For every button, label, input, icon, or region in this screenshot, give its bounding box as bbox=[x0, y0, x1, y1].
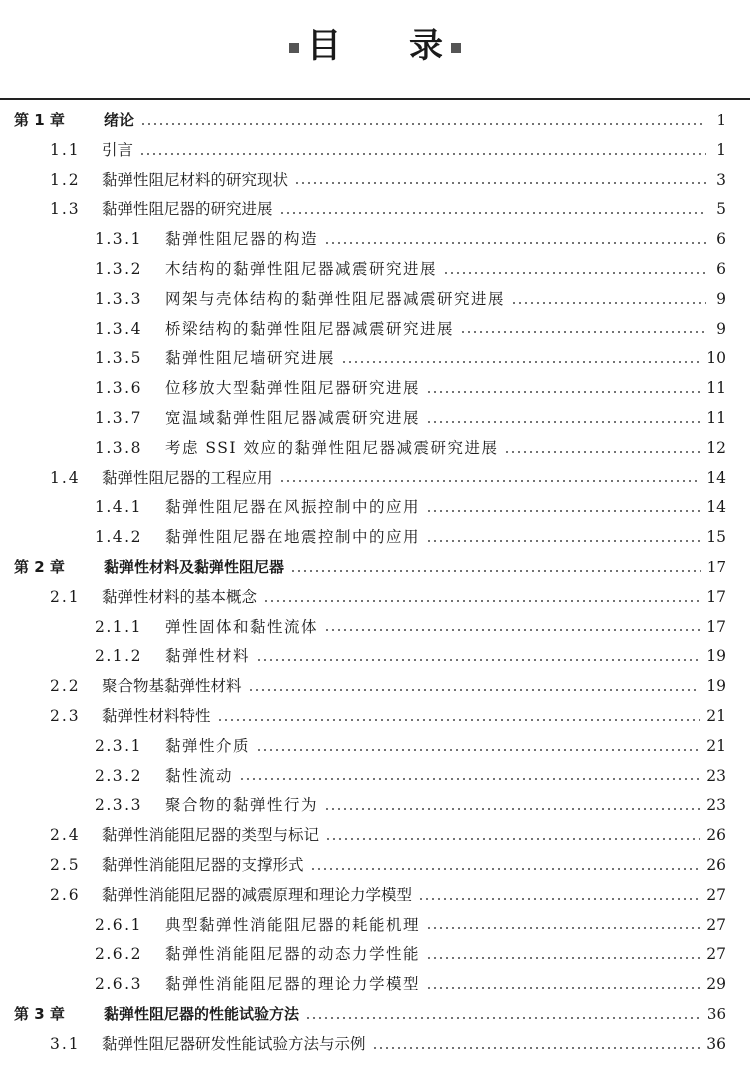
toc-page-number: 36 bbox=[706, 1034, 726, 1053]
toc-section-row[interactable] bbox=[0, 851, 750, 881]
toc-dot-leader bbox=[263, 600, 700, 602]
toc-entry-title: 黏弹性材料及黏弹性阻尼器 bbox=[104, 557, 285, 576]
toc-section-row[interactable] bbox=[0, 583, 750, 613]
toc-page-number: 6 bbox=[716, 230, 726, 249]
toc-entry-number: 1.2 bbox=[50, 170, 81, 189]
toc-subsection-row[interactable] bbox=[0, 285, 750, 315]
toc-dot-leader bbox=[460, 331, 706, 333]
toc-page-number: 19 bbox=[706, 647, 726, 666]
toc-entry-number: 第 2 章 bbox=[14, 557, 65, 576]
toc-page-number: 27 bbox=[706, 915, 726, 934]
toc-section-row[interactable] bbox=[0, 166, 750, 196]
toc-entry-number: 1.3 bbox=[50, 200, 81, 219]
toc-dot-leader bbox=[325, 838, 700, 840]
toc-entry-title: 黏弹性阻尼材料的研究现状 bbox=[102, 170, 289, 189]
toc-subsection-row[interactable] bbox=[0, 732, 750, 762]
toc-dot-leader bbox=[426, 987, 700, 989]
toc-dot-leader bbox=[511, 302, 706, 304]
toc-entry-title: 黏弹性消能阻尼器的动态力学性能 bbox=[165, 945, 421, 964]
toc-page-number: 15 bbox=[706, 528, 726, 547]
toc-section-row[interactable] bbox=[0, 1030, 750, 1060]
toc-subsection-row[interactable] bbox=[0, 940, 750, 970]
toc-page-number: 12 bbox=[706, 438, 726, 457]
toc-entry-number: 1.3.3 bbox=[95, 289, 142, 308]
page-title-text: 目 录 bbox=[307, 26, 443, 66]
toc-entry-number: 1.3.6 bbox=[95, 379, 142, 398]
toc-chapter-row[interactable] bbox=[0, 106, 750, 136]
toc-entry-title: 黏弹性阻尼器研发性能试验方法与示例 bbox=[102, 1034, 366, 1053]
toc-entry-number: 3.1 bbox=[50, 1034, 81, 1053]
toc-dot-leader bbox=[443, 272, 706, 274]
table-of-contents bbox=[0, 106, 750, 1060]
toc-dot-leader bbox=[324, 808, 700, 810]
title-square-right bbox=[451, 43, 461, 53]
page-title bbox=[0, 18, 750, 67]
toc-dot-leader bbox=[279, 212, 706, 214]
toc-entry-number: 1.3.1 bbox=[95, 230, 142, 249]
toc-page-number: 14 bbox=[706, 468, 726, 487]
toc-entry-title: 木结构的黏弹性阻尼器减震研究进展 bbox=[165, 259, 438, 278]
toc-page-number: 26 bbox=[706, 855, 726, 874]
toc-entry-title: 网架与壳体结构的黏弹性阻尼器减震研究进展 bbox=[165, 289, 506, 308]
toc-subsection-row[interactable] bbox=[0, 315, 750, 345]
toc-page-number: 27 bbox=[706, 885, 726, 904]
toc-entry-number: 1.1 bbox=[50, 140, 81, 159]
toc-entry-title: 黏弹性阻尼器在风振控制中的应用 bbox=[165, 498, 421, 517]
toc-entry-title: 聚合物基黏弹性材料 bbox=[102, 677, 242, 696]
toc-page-number: 5 bbox=[716, 200, 726, 219]
toc-entry-number: 1.3.7 bbox=[95, 408, 142, 427]
toc-page-number: 19 bbox=[706, 677, 726, 696]
toc-subsection-row[interactable] bbox=[0, 791, 750, 821]
toc-subsection-row[interactable] bbox=[0, 255, 750, 285]
toc-entry-title: 黏弹性消能阻尼器的理论力学模型 bbox=[165, 975, 421, 994]
toc-entry-number: 1.3.2 bbox=[95, 259, 142, 278]
toc-entry-title: 黏弹性阻尼器在地震控制中的应用 bbox=[165, 528, 421, 547]
toc-entry-number: 第 3 章 bbox=[14, 1004, 65, 1023]
toc-subsection-row[interactable] bbox=[0, 970, 750, 1000]
toc-entry-title: 宽温域黏弹性阻尼器减震研究进展 bbox=[165, 408, 421, 427]
toc-page-number: 29 bbox=[706, 975, 726, 994]
toc-dot-leader bbox=[324, 629, 700, 631]
toc-chapter-row[interactable] bbox=[0, 1000, 750, 1030]
toc-page-number: 17 bbox=[706, 617, 726, 636]
toc-page-number: 6 bbox=[716, 259, 726, 278]
toc-entry-title: 黏弹性材料的基本概念 bbox=[102, 587, 258, 606]
toc-dot-leader bbox=[140, 123, 706, 125]
toc-entry-title: 黏弹性消能阻尼器的减震原理和理论力学模型 bbox=[102, 885, 413, 904]
toc-entry-number: 2.6 bbox=[50, 885, 81, 904]
toc-page-number: 17 bbox=[706, 557, 726, 576]
title-square-left bbox=[289, 43, 299, 53]
toc-dot-leader bbox=[418, 898, 700, 900]
toc-entry-number: 2.3.2 bbox=[95, 766, 142, 785]
toc-entry-title: 绪论 bbox=[104, 111, 135, 129]
toc-entry-title: 黏弹性阻尼器的研究进展 bbox=[102, 200, 273, 219]
toc-entry-title: 黏弹性阻尼墙研究进展 bbox=[165, 349, 336, 368]
toc-entry-title: 聚合物的黏弹性行为 bbox=[165, 796, 319, 815]
toc-dot-leader bbox=[341, 361, 700, 363]
toc-subsection-row[interactable] bbox=[0, 911, 750, 941]
toc-dot-leader bbox=[248, 689, 701, 691]
toc-page-number: 14 bbox=[706, 498, 726, 517]
toc-entry-title: 黏弹性消能阻尼器的支撑形式 bbox=[102, 855, 304, 874]
toc-subsection-row[interactable] bbox=[0, 523, 750, 553]
toc-subsection-row[interactable] bbox=[0, 642, 750, 672]
toc-subsection-row[interactable] bbox=[0, 613, 750, 643]
toc-subsection-row[interactable] bbox=[0, 493, 750, 523]
toc-page-number: 21 bbox=[706, 736, 726, 755]
toc-page-number: 9 bbox=[716, 289, 726, 308]
toc-entry-number: 2.3.1 bbox=[95, 736, 142, 755]
toc-page-number: 17 bbox=[706, 587, 726, 606]
toc-dot-leader bbox=[256, 659, 700, 661]
toc-subsection-row[interactable] bbox=[0, 225, 750, 255]
toc-entry-title: 黏弹性消能阻尼器的类型与标记 bbox=[102, 826, 320, 845]
toc-entry-number: 2.5 bbox=[50, 855, 81, 874]
toc-entry-number: 2.4 bbox=[50, 826, 81, 845]
toc-dot-leader bbox=[426, 421, 700, 423]
toc-entry-number: 1.4 bbox=[50, 468, 81, 487]
toc-entry-number: 2.1.2 bbox=[95, 647, 142, 666]
toc-entry-title: 黏弹性阻尼器的工程应用 bbox=[102, 468, 273, 487]
toc-page-number: 26 bbox=[706, 826, 726, 845]
toc-entry-title: 桥梁结构的黏弹性阻尼器减震研究进展 bbox=[165, 319, 455, 338]
toc-dot-leader bbox=[217, 719, 701, 721]
toc-dot-leader bbox=[290, 570, 701, 572]
toc-dot-leader bbox=[426, 927, 700, 929]
toc-entry-number: 2.6.1 bbox=[95, 915, 142, 934]
toc-entry-number: 第 1 章 bbox=[14, 111, 65, 129]
toc-dot-leader bbox=[426, 510, 700, 512]
toc-entry-number: 2.6.3 bbox=[95, 975, 142, 994]
toc-page-number: 1 bbox=[716, 111, 726, 129]
toc-dot-leader bbox=[139, 153, 706, 155]
toc-entry-title: 引言 bbox=[102, 140, 134, 159]
toc-page-number: 10 bbox=[706, 349, 726, 368]
toc-entry-number: 2.1.1 bbox=[95, 617, 142, 636]
toc-entry-title: 黏弹性介质 bbox=[165, 736, 251, 755]
toc-chapter-row[interactable] bbox=[0, 553, 750, 583]
toc-page-number: 11 bbox=[706, 408, 726, 427]
toc-dot-leader bbox=[426, 540, 700, 542]
toc-section-row[interactable] bbox=[0, 672, 750, 702]
toc-subsection-row[interactable] bbox=[0, 404, 750, 434]
toc-dot-leader bbox=[310, 868, 701, 870]
toc-entry-title: 位移放大型黏弹性阻尼器研究进展 bbox=[165, 379, 421, 398]
toc-dot-leader bbox=[239, 778, 700, 780]
toc-page-number: 36 bbox=[706, 1004, 726, 1023]
toc-section-row[interactable] bbox=[0, 702, 750, 732]
toc-subsection-row[interactable] bbox=[0, 374, 750, 404]
toc-page-number: 21 bbox=[706, 706, 726, 725]
toc-page-number: 27 bbox=[706, 945, 726, 964]
toc-entry-number: 2.2 bbox=[50, 677, 81, 696]
toc-entry-number: 2.1 bbox=[50, 587, 81, 606]
toc-section-row[interactable] bbox=[0, 821, 750, 851]
toc-section-row[interactable] bbox=[0, 136, 750, 166]
toc-dot-leader bbox=[426, 957, 700, 959]
toc-dot-leader bbox=[504, 451, 700, 453]
toc-entry-number: 1.4.1 bbox=[95, 498, 142, 517]
toc-dot-leader bbox=[256, 749, 700, 751]
toc-entry-number: 2.6.2 bbox=[95, 945, 142, 964]
toc-entry-number: 1.4.2 bbox=[95, 528, 142, 547]
toc-dot-leader bbox=[305, 1017, 701, 1019]
toc-subsection-row[interactable] bbox=[0, 762, 750, 792]
toc-page-number: 9 bbox=[716, 319, 726, 338]
toc-entry-number: 2.3.3 bbox=[95, 796, 142, 815]
toc-dot-leader bbox=[372, 1047, 701, 1049]
toc-entry-title: 黏性流动 bbox=[165, 766, 234, 785]
toc-section-row[interactable] bbox=[0, 881, 750, 911]
toc-entry-title: 弹性固体和黏性流体 bbox=[165, 617, 319, 636]
toc-dot-leader bbox=[426, 391, 700, 393]
toc-page-number: 1 bbox=[716, 140, 726, 159]
toc-page-number: 23 bbox=[706, 766, 726, 785]
title-divider bbox=[0, 98, 750, 100]
toc-dot-leader bbox=[294, 182, 706, 184]
toc-entry-title: 黏弹性阻尼器的性能试验方法 bbox=[104, 1004, 300, 1023]
toc-page-number: 23 bbox=[706, 796, 726, 815]
toc-entry-number: 1.3.8 bbox=[95, 438, 142, 457]
toc-section-row[interactable] bbox=[0, 464, 750, 494]
toc-entry-title: 典型黏弹性消能阻尼器的耗能机理 bbox=[165, 915, 421, 934]
toc-page-number: 3 bbox=[716, 170, 726, 189]
toc-subsection-row[interactable] bbox=[0, 344, 750, 374]
toc-entry-title: 黏弹性材料特性 bbox=[102, 706, 211, 725]
toc-page-number: 11 bbox=[706, 379, 726, 398]
toc-subsection-row[interactable] bbox=[0, 434, 750, 464]
toc-dot-leader bbox=[324, 242, 706, 244]
toc-entry-number: 1.3.5 bbox=[95, 349, 142, 368]
toc-entry-title: 考虑 SSI 效应的黏弹性阻尼器减震研究进展 bbox=[165, 438, 499, 457]
toc-entry-title: 黏弹性阻尼器的构造 bbox=[165, 230, 319, 249]
toc-section-row[interactable] bbox=[0, 195, 750, 225]
toc-entry-number: 2.3 bbox=[50, 706, 81, 725]
toc-entry-number: 1.3.4 bbox=[95, 319, 142, 338]
toc-entry-title: 黏弹性材料 bbox=[165, 647, 251, 666]
toc-dot-leader bbox=[279, 480, 701, 482]
